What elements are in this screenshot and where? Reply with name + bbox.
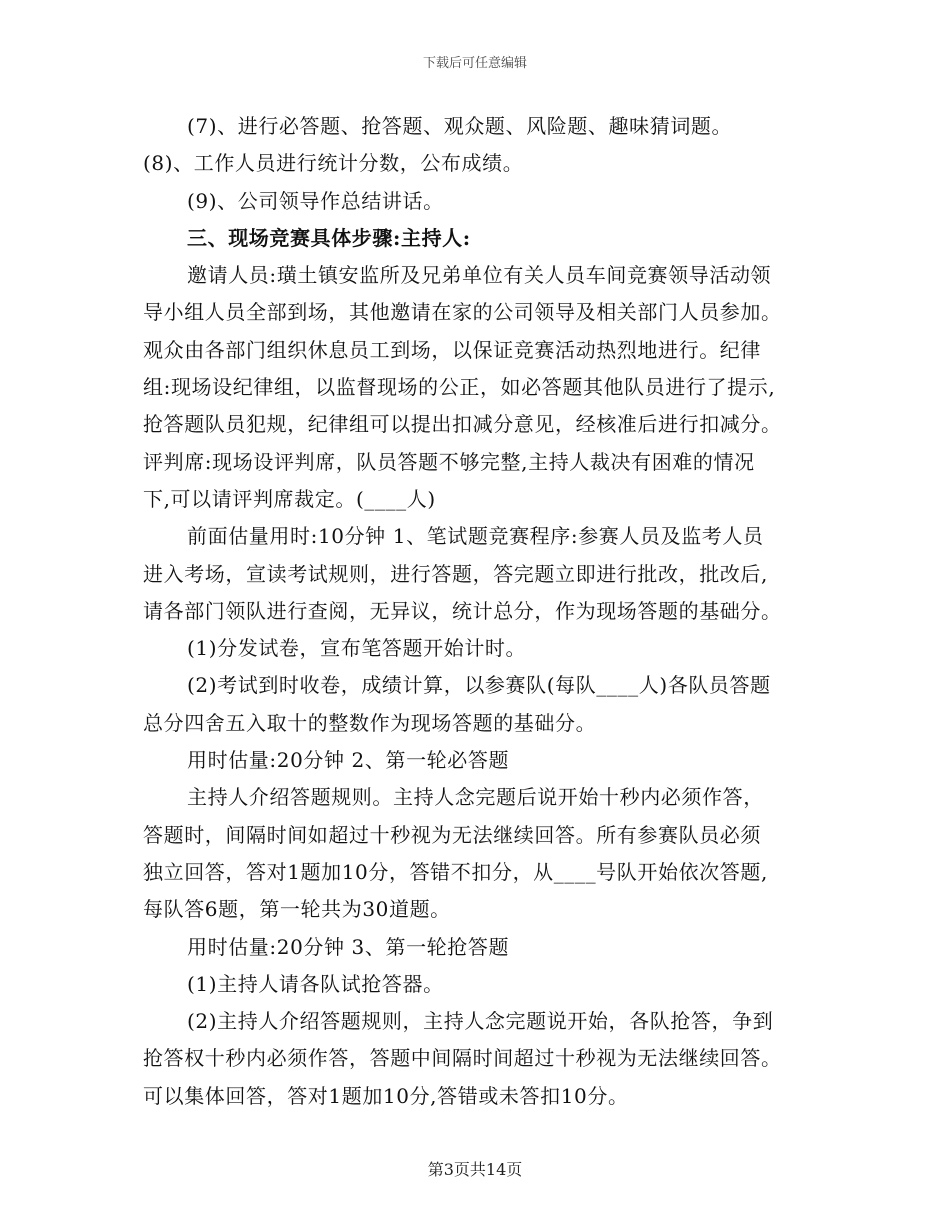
text-line: 用时估量:20分钟 3、第一轮抢答题: [187, 934, 510, 959]
text-line: 主持人介绍答题规则。主持人念完题后说开始十秒内必须作答，: [187, 785, 764, 810]
text-line: 邀请人员:璜土镇安监所及兄弟单位有关人员车间竞赛领导活动领: [187, 263, 772, 288]
text-line: 前面估量用时:10分钟 1、笔试题竞赛程序:参赛人员及监考人员: [187, 524, 764, 549]
text-line: (1)分发试卷，宣布笔答题开始计时。: [187, 636, 527, 661]
text-line: 抢答题队员犯规，纪律组可以提出扣减分意见，经核准后进行扣减分。: [143, 412, 782, 437]
document-body: [143, 108, 811, 1115]
text-line: 观众由各部门组织休息员工到场，以保证竞赛活动热烈地进行。纪律: [143, 337, 761, 362]
text-line: (2)主持人介绍答题规则，主持人念完题说开始，各队抢答，争到: [187, 1009, 774, 1034]
text-line: (2)考试到时收卷，成绩计算，以参赛队(每队____人)各队员答题: [187, 673, 771, 698]
page-header: 下载后可任意编辑: [422, 56, 527, 71]
text-line: 答题时，间隔时间如超过十秒视为无法继续回答。所有参赛队员必须: [143, 822, 761, 847]
text-line: 导小组人员全部到场，其他邀请在家的公司领导及相关部门人员参加。: [143, 300, 782, 325]
section-heading: 三、现场竞赛具体步骤:主持人:: [187, 225, 471, 250]
text-line: 用时估量:20分钟 2、第一轮必答题: [187, 748, 510, 773]
text-line: 请各部门领队进行查阅，无异议，统计总分，作为现场答题的基础分。: [143, 598, 782, 623]
text-line: 总分四舍五入取十的整数作为现场答题的基础分。: [143, 710, 597, 735]
text-line: 进入考场，宣读考试规则，进行答题，答完题立即进行批改，批改后,: [143, 561, 768, 586]
text-line: 每队答6题，第一轮共为30道题。: [143, 897, 451, 922]
text-line: (9)、公司领导作总结讲话。: [187, 188, 444, 213]
page-footer: 第3页共14页: [427, 1160, 523, 1179]
text-line: (7)、进行必答题、抢答题、观众题、风险题、趣味猜词题。: [187, 114, 733, 138]
text-line: 评判席:现场设评判席，队员答题不够完整,主持人裁决有困难的情况: [143, 449, 755, 474]
text-line: (1)主持人请各队试抢答器。: [187, 971, 444, 996]
text-line: 下,可以请评判席裁定。(____人): [143, 486, 436, 511]
text-line: (8)、工作人员进行统计分数，公布成绩。: [143, 151, 524, 176]
text-line: 独立回答，答对1题加10分，答错不扣分，从____号队开始依次答题,: [143, 859, 768, 884]
text-line: 抢答权十秒内必须作答，答题中间隔时间超过十秒视为无法继续回答。: [143, 1046, 782, 1071]
text-line: 可以集体回答，答对1题加10分,答错或未答扣10分。: [143, 1083, 629, 1108]
text-line: 组:现场设纪律组，以监督现场的公正，如必答题其他队员进行了提示,: [143, 375, 776, 400]
